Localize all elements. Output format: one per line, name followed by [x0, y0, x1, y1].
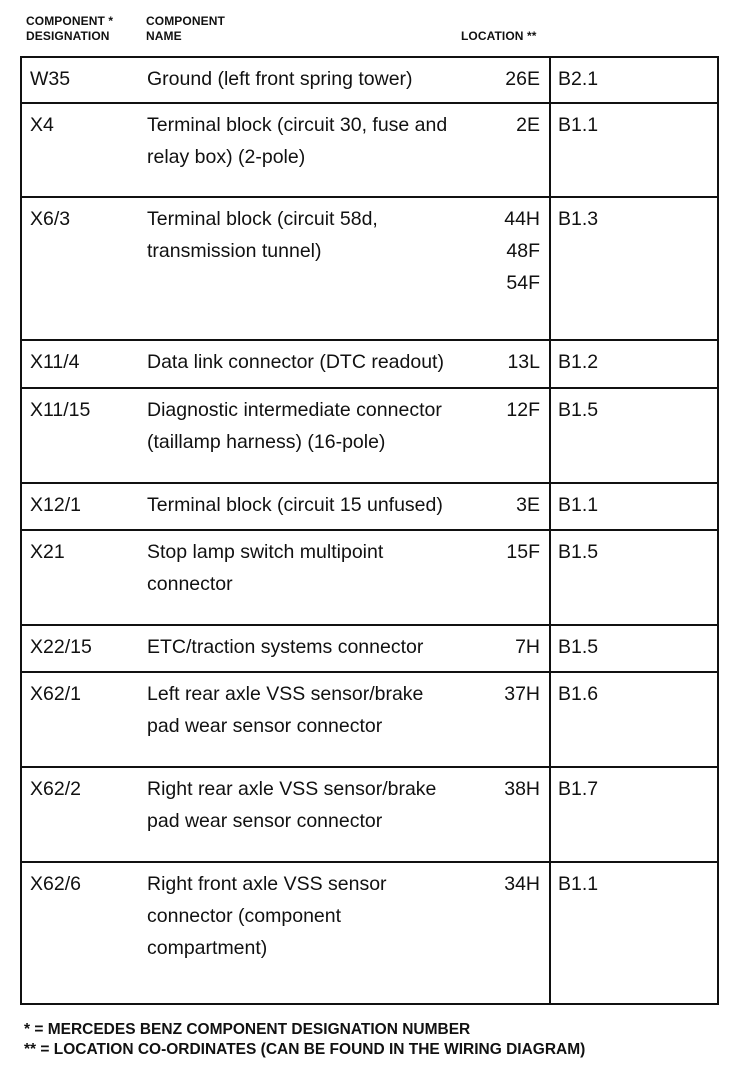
table-row [22, 389, 717, 484]
diagram-reference: B1.6 [558, 683, 599, 705]
component-designation: X12/1 [30, 494, 81, 516]
diagram-reference: B1.5 [558, 636, 599, 658]
location-coordinate: 48F [506, 240, 540, 262]
component-name [147, 109, 447, 173]
component-name [147, 678, 423, 742]
location-coordinates [504, 678, 540, 710]
component-designation: X22/15 [30, 636, 92, 658]
location-coordinate: 2E [516, 114, 540, 136]
component-name-line: connector (component [147, 905, 342, 927]
location-coordinates [516, 489, 540, 521]
component-name [147, 631, 423, 663]
component-designation: X11/15 [30, 399, 91, 421]
component-designation: W35 [30, 68, 71, 90]
diagram-reference: B1.5 [558, 399, 599, 421]
component-name-line: Left rear axle VSS sensor/brake [147, 683, 424, 705]
component-name-line: Diagnostic intermediate connector [147, 399, 442, 421]
component-name [147, 394, 442, 458]
location-coordinates [506, 536, 540, 568]
location-coordinates [504, 773, 540, 805]
component-designation: X62/6 [30, 873, 81, 895]
table-row [22, 484, 717, 531]
location-coordinate: 12F [506, 399, 540, 421]
location-coordinate: 37H [504, 683, 540, 705]
component-name-line: Right front axle VSS sensor [147, 873, 387, 895]
component-name-line: pad wear sensor connector [147, 715, 383, 737]
table-row [22, 341, 717, 389]
location-coordinate: 3E [516, 494, 540, 516]
component-designation: X21 [30, 541, 65, 563]
location-coordinates [504, 868, 540, 900]
diagram-reference: B1.1 [558, 114, 599, 136]
component-name-line: Ground (left front spring tower) [147, 68, 413, 90]
location-coordinates [516, 109, 540, 141]
column-header-location: LOCATION ** [461, 29, 537, 43]
table-row [22, 104, 717, 198]
header-designation-line1: COMPONENT * [26, 14, 114, 28]
diagram-reference: B1.2 [558, 351, 599, 373]
component-designation: X4 [30, 114, 54, 136]
table-row [22, 198, 717, 341]
location-coordinate: 44H [504, 208, 540, 230]
diagram-reference: B1.1 [558, 494, 599, 516]
diagram-reference: B1.1 [558, 873, 599, 895]
location-coordinate: 26E [505, 68, 540, 90]
location-coordinate: 54F [506, 272, 540, 294]
location-coordinate: 38H [504, 778, 540, 800]
component-name-line: connector [147, 573, 233, 595]
location-coordinates [507, 346, 540, 378]
component-name-line: compartment) [147, 937, 268, 959]
table-row [22, 531, 717, 626]
component-name-line: (taillamp harness) (16-pole) [147, 431, 386, 453]
component-name-line: Terminal block (circuit 30, fuse and [147, 114, 448, 136]
component-name-line: relay box) (2-pole) [147, 146, 306, 168]
diagram-reference: B1.5 [558, 541, 599, 563]
location-coordinates [506, 394, 540, 426]
column-header-designation [26, 14, 113, 44]
diagram-reference: B2.1 [558, 68, 599, 90]
component-name-line: Data link connector (DTC readout) [147, 351, 444, 373]
component-designation: X62/2 [30, 778, 81, 800]
header-name-line1: COMPONENT [146, 14, 225, 28]
header-designation-line2: DESIGNATION [26, 29, 110, 43]
component-name [147, 536, 383, 600]
component-name-line: transmission tunnel) [147, 240, 322, 262]
column-header-name [146, 14, 225, 44]
location-coordinate: 15F [506, 541, 540, 563]
component-name [147, 489, 443, 521]
location-coordinates [504, 203, 540, 299]
footnote-location: ** = LOCATION CO-ORDINATES (CAN BE FOUND IN THE WIRING DIAGRAM) [24, 1041, 586, 1058]
component-name [147, 203, 378, 267]
component-name [147, 63, 413, 95]
header-name-line2: NAME [146, 29, 182, 43]
table-row [22, 626, 717, 673]
diagram-reference: B1.7 [558, 778, 599, 800]
component-table [20, 56, 719, 1005]
component-name-line: Terminal block (circuit 58d, [147, 208, 378, 230]
location-coordinates [505, 63, 540, 95]
footnote-designation: * = MERCEDES BENZ COMPONENT DESIGNATION NUMBER [24, 1021, 471, 1038]
component-name [147, 346, 444, 378]
component-designation: X11/4 [30, 351, 80, 373]
table-row [22, 863, 717, 1003]
component-name [147, 868, 387, 964]
component-name [147, 773, 436, 837]
table-row [22, 58, 717, 104]
table-row [22, 768, 717, 863]
component-designation: X62/1 [30, 683, 81, 705]
location-coordinate: 13L [507, 351, 540, 373]
component-name-line: Terminal block (circuit 15 unfused) [147, 494, 443, 516]
component-designation: X6/3 [30, 208, 71, 230]
component-name-line: ETC/traction systems connector [147, 636, 424, 658]
location-coordinates [515, 631, 540, 663]
table-row [22, 673, 717, 768]
component-name-line: Stop lamp switch multipoint [147, 541, 384, 563]
diagram-reference: B1.3 [558, 208, 599, 230]
component-name-line: Right rear axle VSS sensor/brake [147, 778, 437, 800]
component-name-line: pad wear sensor connector [147, 810, 383, 832]
location-coordinate: 34H [504, 873, 540, 895]
location-coordinate: 7H [515, 636, 540, 658]
